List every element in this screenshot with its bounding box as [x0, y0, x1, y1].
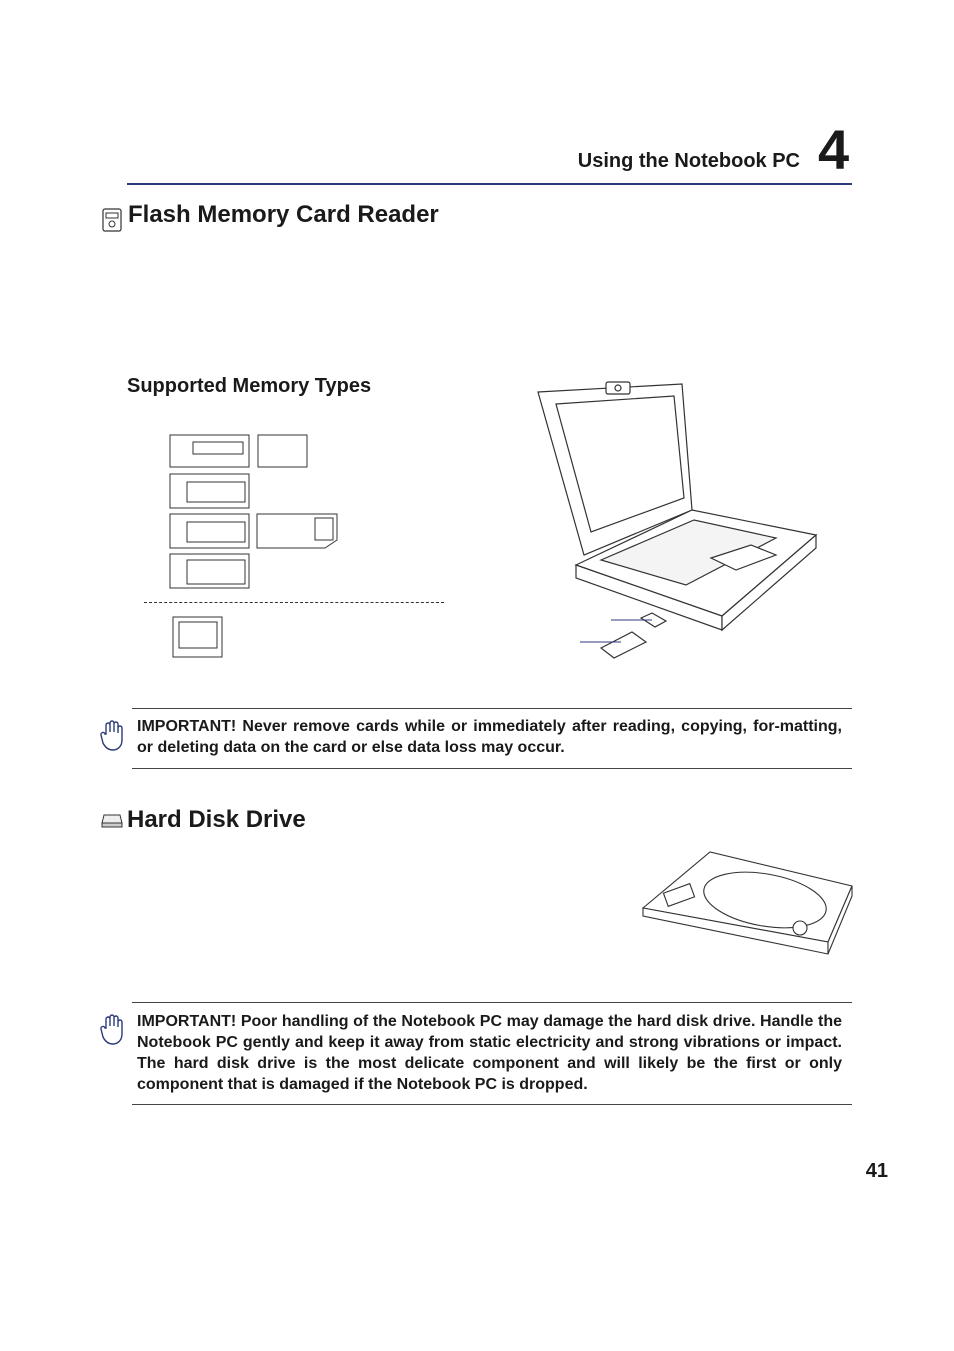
- hdd-section-heading: Hard Disk Drive: [127, 806, 306, 833]
- note-top-rule: [132, 708, 852, 709]
- memory-cards-illustration: [165, 430, 345, 660]
- note-top-rule: [132, 1002, 852, 1003]
- important-note-2: IMPORTANT! Poor handling of the Notebook PC may damage the hard disk drive. Handle the Notebook PC gently and keep it away from static electricity and strong vibrations or impact. The hard disk drive is the most delicate component and will likely be the first or only component that is damaged if the Notebook PC is dropped.: [137, 1013, 842, 1093]
- chapter-number: 4: [818, 118, 850, 181]
- hand-icon: [100, 720, 126, 752]
- supported-memory-heading: Supported Memory Types: [127, 375, 372, 397]
- note-bottom-rule: [132, 768, 852, 769]
- card-type-divider: [144, 602, 444, 603]
- header-rule: [127, 183, 852, 185]
- important-note-1: IMPORTANT! Never remove cards while or immediately after reading, copying, for-matting, or deleting data on the card or else data loss may occur.: [137, 718, 842, 756]
- notebook-illustration: [536, 380, 821, 660]
- page-number: 41: [865, 1160, 888, 1182]
- hand-icon: [100, 1014, 126, 1046]
- memory-card-icon: [102, 208, 122, 232]
- hard-disk-illustration: [640, 850, 855, 956]
- note-bottom-rule: [132, 1104, 852, 1105]
- flash-section-heading: Flash Memory Card Reader: [128, 201, 439, 228]
- chapter-title: Using the Notebook PC: [577, 150, 800, 172]
- hard-drive-icon: [101, 814, 123, 828]
